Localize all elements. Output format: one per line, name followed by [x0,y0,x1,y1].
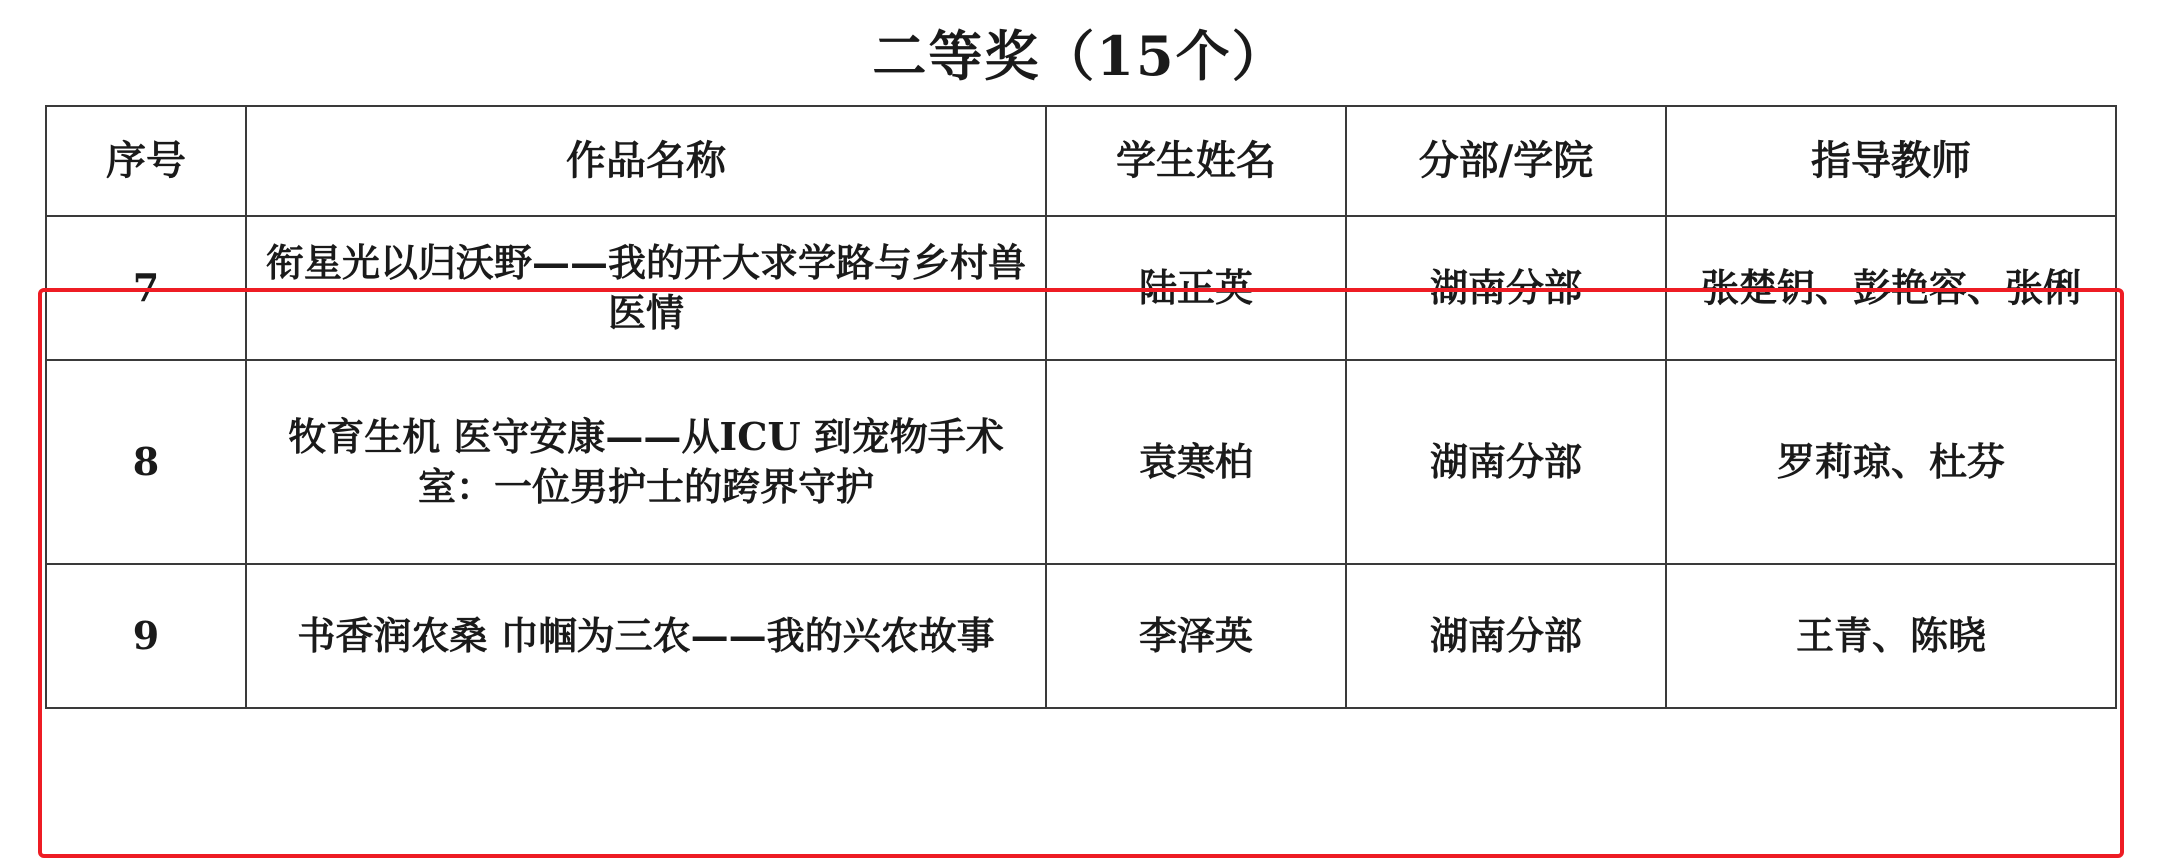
table-body [46,216,2116,708]
cell-student: 陆正英 [1046,216,1346,360]
cell-work: 牧育生机 医守安康——从ICU 到宠物手术室：一位男护士的跨界守护 [246,360,1046,564]
cell-index: 8 [46,360,246,564]
column-header-student: 学生姓名 [1046,106,1346,216]
cell-department: 湖南分部 [1346,216,1666,360]
column-header-work: 作品名称 [246,106,1046,216]
table-header-row [46,106,2116,216]
cell-student: 袁寒柏 [1046,360,1346,564]
cell-index: 7 [46,216,246,360]
cell-teacher: 王青、陈晓 [1666,564,2116,708]
cell-work: 书香润农桑 巾帼为三农——我的兴农故事 [246,564,1046,708]
table-container [45,105,2115,709]
page-title: 二等奖（15个） [872,24,1288,88]
table-row [46,564,2116,708]
column-header-index: 序号 [46,106,246,216]
table-row [46,360,2116,564]
column-header-teacher: 指导教师 [1666,106,2116,216]
cell-department: 湖南分部 [1346,360,1666,564]
cell-department: 湖南分部 [1346,564,1666,708]
cell-student: 李泽英 [1046,564,1346,708]
cell-teacher: 罗莉琼、杜芬 [1666,360,2116,564]
table-row [46,216,2116,360]
cell-index: 9 [46,564,246,708]
column-header-department: 分部/学院 [1346,106,1666,216]
cell-teacher: 张楚钥、彭艳容、张俐 [1666,216,2116,360]
award-table [45,105,2117,709]
cell-work: 衔星光以归沃野——我的开大求学路与乡村兽医情 [246,216,1046,360]
table-header [46,106,2116,216]
